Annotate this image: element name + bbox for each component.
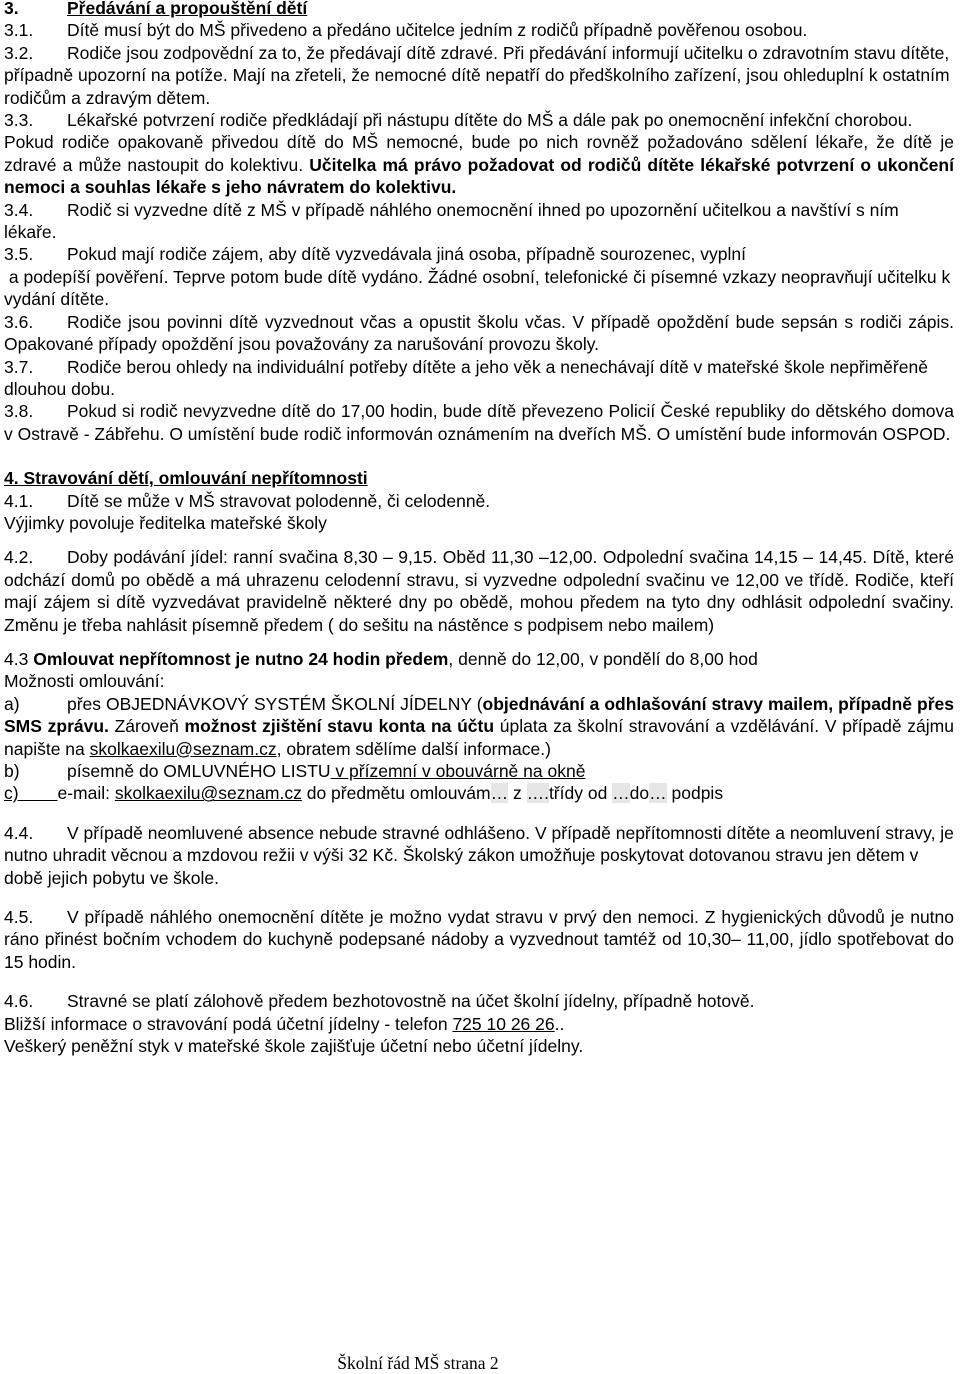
paragraph-text: z bbox=[508, 783, 527, 804]
paragraph-number: 3.5. bbox=[4, 244, 34, 265]
paragraph-text: Možnosti omlouvání: bbox=[4, 671, 165, 692]
paragraph-text: Stravné se platí zálohově předem bezhotovostně na účet školní jídelny, případně hotově. bbox=[67, 991, 755, 1012]
paragraph-number: 4.2. bbox=[4, 547, 34, 568]
paragraph-number: 3.6. bbox=[4, 311, 34, 332]
document-page bbox=[4, 0, 954, 1057]
paragraph-text: Pokud rodiče opakovaně přivedou dítě do MŠ nemocné, bude po nich rovněž požadováno sdělení lékaře, že dítě je zdravé a může nastoupit do kolektivu. bbox=[4, 132, 954, 175]
paragraph-text: úplata za školní stravování a vzdělávání. V případě zájmu napište na bbox=[4, 716, 954, 759]
paragraph-number: 4.5. bbox=[4, 907, 34, 928]
spacer bbox=[4, 445, 954, 467]
paragraph-text: Rodiče berou ohledy na individuální potřeby dítěte a jeho věk a nenechávají dítě v mateřské škole nepřiměřeně dlouhou dobu. bbox=[4, 356, 928, 399]
paragraph-4-4 bbox=[4, 822, 954, 889]
spacer bbox=[4, 973, 954, 990]
paragraph-bold-text: Omlouvat nepřítomnost je nutno 24 hodin předem bbox=[33, 648, 449, 669]
spacer bbox=[4, 805, 954, 822]
paragraph-number: 4.4. bbox=[4, 822, 34, 843]
paragraph-4-1 bbox=[4, 490, 954, 512]
section-title: 4. Stravování dětí, omlouvání nepřítomnosti bbox=[4, 468, 368, 489]
paragraph-4-6 bbox=[4, 990, 954, 1012]
paragraph-number: 4.1. bbox=[4, 490, 34, 511]
footer-text: Školní řád MŠ strana 2 bbox=[337, 1353, 499, 1373]
paragraph-underlined-text: v přízemní v obouvárně na okně bbox=[330, 761, 586, 781]
phone-number[interactable]: 725 10 26 26 bbox=[452, 1013, 555, 1034]
paragraph-text: Rodiče jsou povinni dítě vyzvednout včas a opustit školu včas. V případě opoždění bude sepsán s rodiči zápis. Opakované případy opoždění jsou považovány za narušování provozu školy. bbox=[4, 311, 954, 355]
paragraph-text: Rodič si vyzvedne dítě z MŠ v případě náhlého onemocnění ihned po upozornění učitelkou a navštíví s ním lékaře. bbox=[4, 199, 899, 243]
paragraph-text: Dítě se může v MŠ stravovat polodenně, či celodenně. bbox=[67, 490, 491, 511]
paragraph-text: , denně do 12,00, v pondělí do 8,00 hod bbox=[448, 648, 758, 669]
page-footer bbox=[0, 1352, 960, 1374]
section-number: 3. bbox=[4, 0, 19, 18]
paragraph-bold-text: objednávání a odhlašování stravy mailem, případně přes SMS zprávu. bbox=[4, 693, 954, 737]
placeholder-dots: …. bbox=[526, 783, 549, 804]
paragraph-3-5-continued bbox=[4, 266, 954, 311]
paragraph-number: 3.8. bbox=[4, 401, 34, 422]
paragraph-text: třídy od bbox=[548, 783, 613, 804]
paragraph-3-2 bbox=[4, 42, 954, 109]
paragraph-text: písemně do OMLUVNÉHO LISTU bbox=[67, 761, 331, 781]
section-4-heading bbox=[4, 467, 954, 489]
paragraph-text: přes OBJEDNÁVKOVÝ SYSTÉM ŠKOLNÍ JÍDELNY ( bbox=[67, 693, 483, 714]
section-3-heading bbox=[4, 0, 954, 19]
paragraph-4-3 bbox=[4, 648, 954, 670]
option-c bbox=[4, 782, 954, 804]
paragraph-text: a podepíší pověření. Teprve potom bude dítě vydáno. Žádné osobní, telefonické či písemné vzkazy neopravňují učitelku k vydání dítěte. bbox=[4, 266, 951, 310]
paragraph-text: Pokud si rodič nevyzvedne dítě do 17,00 hodin, bude dítě převezeno Policií České republiky do dětského domova v Ostravě - Zábřehu. O umístění bude rodič informován oznámením na dveřích MŠ. O umístění bude informován OSPOD. bbox=[4, 401, 954, 444]
placeholder-dots: … bbox=[612, 783, 630, 804]
paragraph-4-6-info bbox=[4, 1013, 954, 1035]
paragraph-text: do bbox=[629, 783, 650, 804]
paragraph-text: Pokud mají rodiče zájem, aby dítě vyzvedávala jiná osoba, případně sourozenec, vyplní bbox=[67, 244, 746, 265]
paragraph-text: Bližší informace o stravování podá účetní jídelny - telefon bbox=[4, 1013, 453, 1034]
paragraph-text: V případě neomluvené absence nebude stravné odhlášeno. V případě nepřítomnosti dítěte a neomluvení stravy, je nutno uhradit věcnou a mzdovou režii v výši 32 Kč. Školský zákon umožňuje poskytovat dotovanou stravu jen dětem v době jejich pobytu ve škole. bbox=[4, 822, 954, 888]
paragraph-3-8 bbox=[4, 400, 954, 445]
section-title: Předávání a propouštění dětí bbox=[67, 0, 308, 18]
spacer bbox=[4, 534, 954, 546]
paragraph-bold-text: Učitelka má právo požadovat od rodičů dítěte lékařské potvrzení o ukončení nemoci a souhlas lékaře s jeho návratem do kolektivu. bbox=[4, 154, 954, 198]
paragraph-text: Veškerý peněžní styk v mateřské škole zajišťuje účetní nebo účetní jídelny. bbox=[4, 1036, 584, 1057]
paragraph-3-6 bbox=[4, 311, 954, 356]
paragraph-text: , obratem sdělíme další informace.) bbox=[276, 738, 551, 759]
spacer bbox=[4, 636, 954, 648]
paragraph-text: Rodiče jsou zodpovědní za to, že předávají dítě zdravé. Při předávání informují učitelku o zdravotním stavu dítěte, případně upozorní na potíže. Mají na zřeteli, že nemocné dítě nepatří do předškolního zařízení, jsou ohleduplní k ostatním rodičům a zdravým dětem. bbox=[4, 42, 950, 108]
paragraph-4-6-payment bbox=[4, 1035, 954, 1057]
spacer bbox=[4, 889, 954, 906]
paragraph-4-1-continued bbox=[4, 512, 954, 534]
paragraph-number: 4.6. bbox=[4, 991, 34, 1012]
paragraph-4-2 bbox=[4, 546, 954, 636]
paragraph-number: 3.4. bbox=[4, 199, 34, 220]
paragraph-4-3-ways bbox=[4, 670, 954, 692]
paragraph-text: Zároveň bbox=[108, 716, 185, 737]
paragraph-text: .. bbox=[554, 1013, 565, 1034]
option-pad bbox=[19, 783, 58, 803]
email-link[interactable]: skolkaexilu@seznam.cz bbox=[89, 738, 277, 759]
option-label: a) bbox=[4, 693, 20, 714]
paragraph-number: 4.3 bbox=[4, 648, 29, 669]
paragraph-bold-text: možnost zjištění stavu konta na účtu bbox=[184, 716, 495, 737]
paragraph-3-3-continued bbox=[4, 131, 954, 198]
placeholder-dots: … bbox=[490, 783, 509, 804]
paragraph-text: e-mail: bbox=[57, 783, 115, 804]
option-label: c) bbox=[4, 783, 19, 804]
email-link[interactable]: skolkaexilu@seznam.cz bbox=[114, 783, 302, 804]
paragraph-number: 3.7. bbox=[4, 356, 34, 377]
paragraph-text: Lékařské potvrzení rodiče předkládají při nástupu dítěte do MŠ a dále pak po onemocnění infekční chorobou. bbox=[67, 110, 913, 131]
placeholder-dots: … bbox=[649, 783, 667, 804]
paragraph-3-3 bbox=[4, 109, 954, 131]
paragraph-3-5 bbox=[4, 243, 954, 265]
paragraph-text: Doby podávání jídel: ranní svačina 8,30 – 9,15. Oběd 11,30 –12,00. Odpolední svačina 14,15 – 14,45. Dítě, které odchází domů po obědě a má uhrazenu celodenní stravu, si vyzvedne odpolední svačinu ve 12,00 ve třídě. Rodiče, kteří mají zájem si dítě vyzvedávat pravidelně některé dny po obědě, mohou předem na tyto dny odhlásit odpolední svačiny. Změnu je třeba nahlásit písemně předem ( do sešitu na nástěnce s podpisem nebo mailem) bbox=[4, 547, 954, 635]
option-label: b) bbox=[4, 761, 20, 781]
paragraph-number: 3.1. bbox=[4, 20, 34, 41]
paragraph-3-7 bbox=[4, 356, 954, 401]
paragraph-text: Dítě musí být do MŠ přivedeno a předáno učitelce jedním z rodičů případně pověřenou osobou. bbox=[67, 20, 808, 41]
paragraph-text: V případě náhlého onemocnění dítěte je možno vydat stravu v prvý den nemoci. Z hygienických důvodů je nutno ráno přinést bočním vchodem do kuchyně podepsané nádoby a vyzvednout tamtéž od 10,30– 11,00, jídlo spotřebovat do 15 hodin. bbox=[4, 907, 954, 972]
paragraph-3-4 bbox=[4, 199, 954, 244]
paragraph-number: 3.2. bbox=[4, 42, 34, 63]
paragraph-4-5 bbox=[4, 906, 954, 973]
paragraph-number: 3.3. bbox=[4, 110, 34, 131]
paragraph-3-1 bbox=[4, 19, 954, 41]
paragraph-text: do předmětu omlouvám bbox=[301, 783, 491, 804]
option-b bbox=[4, 760, 954, 782]
paragraph-text: podpis bbox=[666, 783, 724, 804]
option-a bbox=[4, 693, 954, 760]
paragraph-text: Výjimky povoluje ředitelka mateřské školy bbox=[4, 512, 327, 533]
